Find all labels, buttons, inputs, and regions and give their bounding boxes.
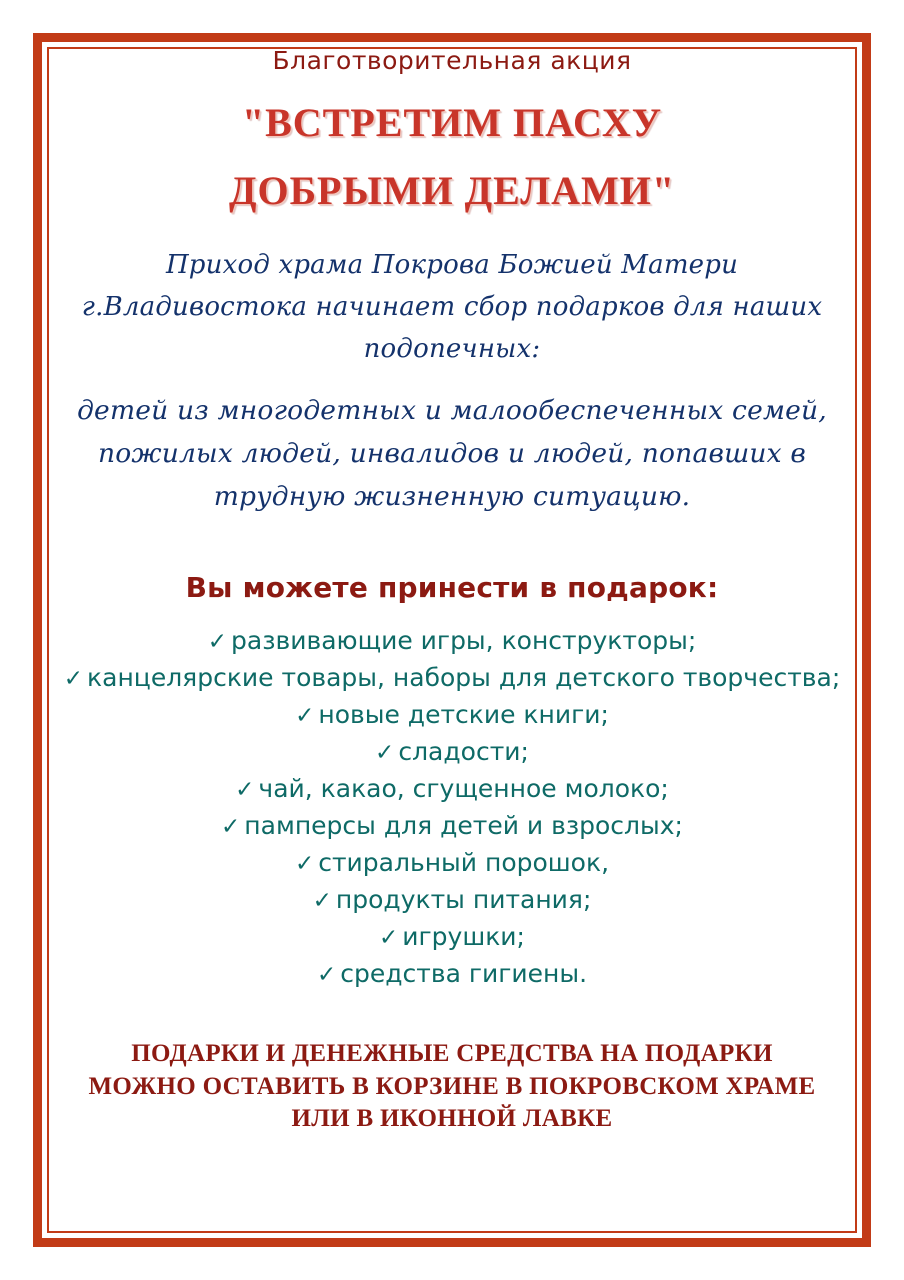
intro-paragraph-1-line-3: подопечных: <box>363 334 541 365</box>
list-item <box>52 807 852 844</box>
check-icon: ✓ <box>235 777 255 804</box>
poster-title-line-2: ДОБРЫМИ ДЕЛАМИ" <box>228 168 676 213</box>
check-icon: ✓ <box>221 814 241 841</box>
list-item <box>52 770 852 807</box>
intro-paragraph-1-line-2: г.Владивостока начинает сбор подарков для наших <box>81 292 823 323</box>
donation-list-heading: Вы можете принести в подарок: <box>185 571 719 605</box>
list-item-label: канцелярские товары, наборы для детского творчества; <box>87 663 841 693</box>
list-item <box>52 696 852 733</box>
list-item-label: сладости; <box>398 737 529 767</box>
list-item <box>52 844 852 881</box>
list-item-label: чай, какао, сгущенное молоко; <box>258 774 669 804</box>
poster-kicker: Благотворительная акция <box>272 46 632 75</box>
poster-content <box>52 46 852 1136</box>
check-icon: ✓ <box>207 629 227 656</box>
intro-paragraph-1 <box>52 244 852 370</box>
poster-footer-line-3: ИЛИ В ИКОННОЙ ЛАВКЕ <box>291 1105 613 1133</box>
list-item <box>52 955 852 992</box>
list-item-label: новые детские книги; <box>318 700 609 730</box>
intro-paragraph-2 <box>52 390 852 519</box>
check-icon: ✓ <box>294 851 315 878</box>
intro-paragraph-2-line-2: пожилых людей, инвалидов и людей, попавших в <box>97 438 807 470</box>
list-item-label: памперсы для детей и взрослых; <box>244 811 683 841</box>
list-item <box>52 918 852 955</box>
list-item-label: продукты питания; <box>335 885 592 915</box>
poster-footer <box>52 1038 852 1136</box>
list-item-label: средства гигиены. <box>340 959 588 989</box>
list-item <box>52 659 852 696</box>
list-item <box>52 733 852 770</box>
poster-footer-line-2: МОЖНО ОСТАВИТЬ В КОРЗИНЕ В ПОКРОВСКОМ ХРАМЕ <box>88 1072 816 1100</box>
donation-items-list <box>52 622 852 992</box>
intro-paragraph-2-line-1: детей из многодетных и малообеспеченных семей, <box>77 395 827 427</box>
list-item-label: игрушки; <box>402 922 525 952</box>
check-icon: ✓ <box>63 666 84 693</box>
poster-title-line-1: "ВСТРЕТИМ ПАСХУ <box>241 100 663 145</box>
intro-paragraph-1-line-1: Приход храма Покрова Божией Матери <box>165 250 739 280</box>
list-item <box>52 881 852 918</box>
check-icon: ✓ <box>375 740 395 767</box>
check-icon: ✓ <box>295 703 315 730</box>
list-item-label: стиральный порошок, <box>318 848 610 878</box>
list-item-label: развивающие игры, конструкторы; <box>231 626 697 656</box>
check-icon: ✓ <box>316 962 337 989</box>
check-icon: ✓ <box>379 925 399 952</box>
list-item <box>52 622 852 659</box>
intro-paragraph-2-line-3: трудную жизненную ситуацию. <box>213 481 691 513</box>
check-icon: ✓ <box>312 888 332 915</box>
poster-footer-line-1: ПОДАРКИ И ДЕНЕЖНЫЕ СРЕДСТВА НА ПОДАРКИ <box>131 1040 773 1068</box>
